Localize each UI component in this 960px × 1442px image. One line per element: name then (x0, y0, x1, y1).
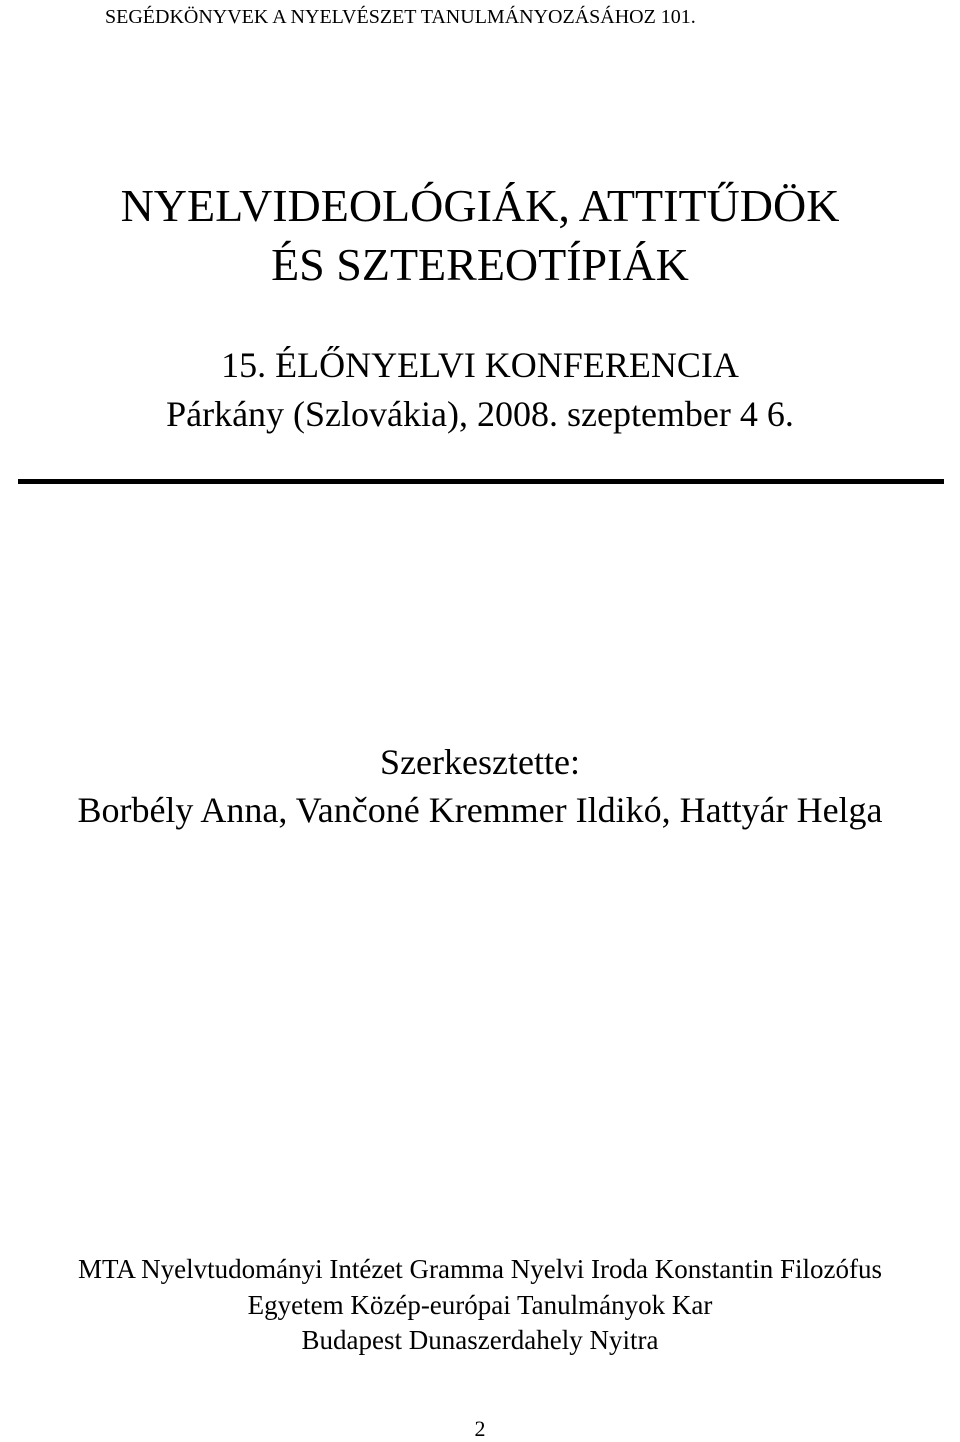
conference-place-date: Párkány (Szlovákia), 2008. szeptember 4 6. (166, 394, 794, 434)
publishers-line-2: Egyetem Közép-európai Tanulmányok Kar (247, 1290, 713, 1320)
editors-label: Szerkesztette: (380, 742, 580, 782)
publishers-line-3: Budapest Dunaszerdahely Nyitra (301, 1325, 659, 1355)
conference-name: 15. ÉLŐNYELVI KONFERENCIA (221, 345, 739, 385)
book-title-line-2: ÉS SZTEREOTÍPIÁK (271, 239, 689, 290)
publishers-line-1: MTA Nyelvtudományi Intézet Gramma Nyelvi Iroda Konstantin Filozófus (78, 1254, 882, 1284)
editors-names: Borbély Anna, Vančoné Kremmer Ildikó, Hattyár Helga (77, 790, 883, 830)
page-number: 2 (474, 1416, 486, 1441)
book-title-line-1: NYELVIDEOLÓGIÁK, ATTITŰDÖK (120, 180, 840, 231)
horizontal-rule (18, 479, 944, 484)
series-title: SEGÉDKÖNYVEK A NYELVÉSZET TANULMÁNYOZÁSÁHOZ 101. (105, 6, 696, 28)
